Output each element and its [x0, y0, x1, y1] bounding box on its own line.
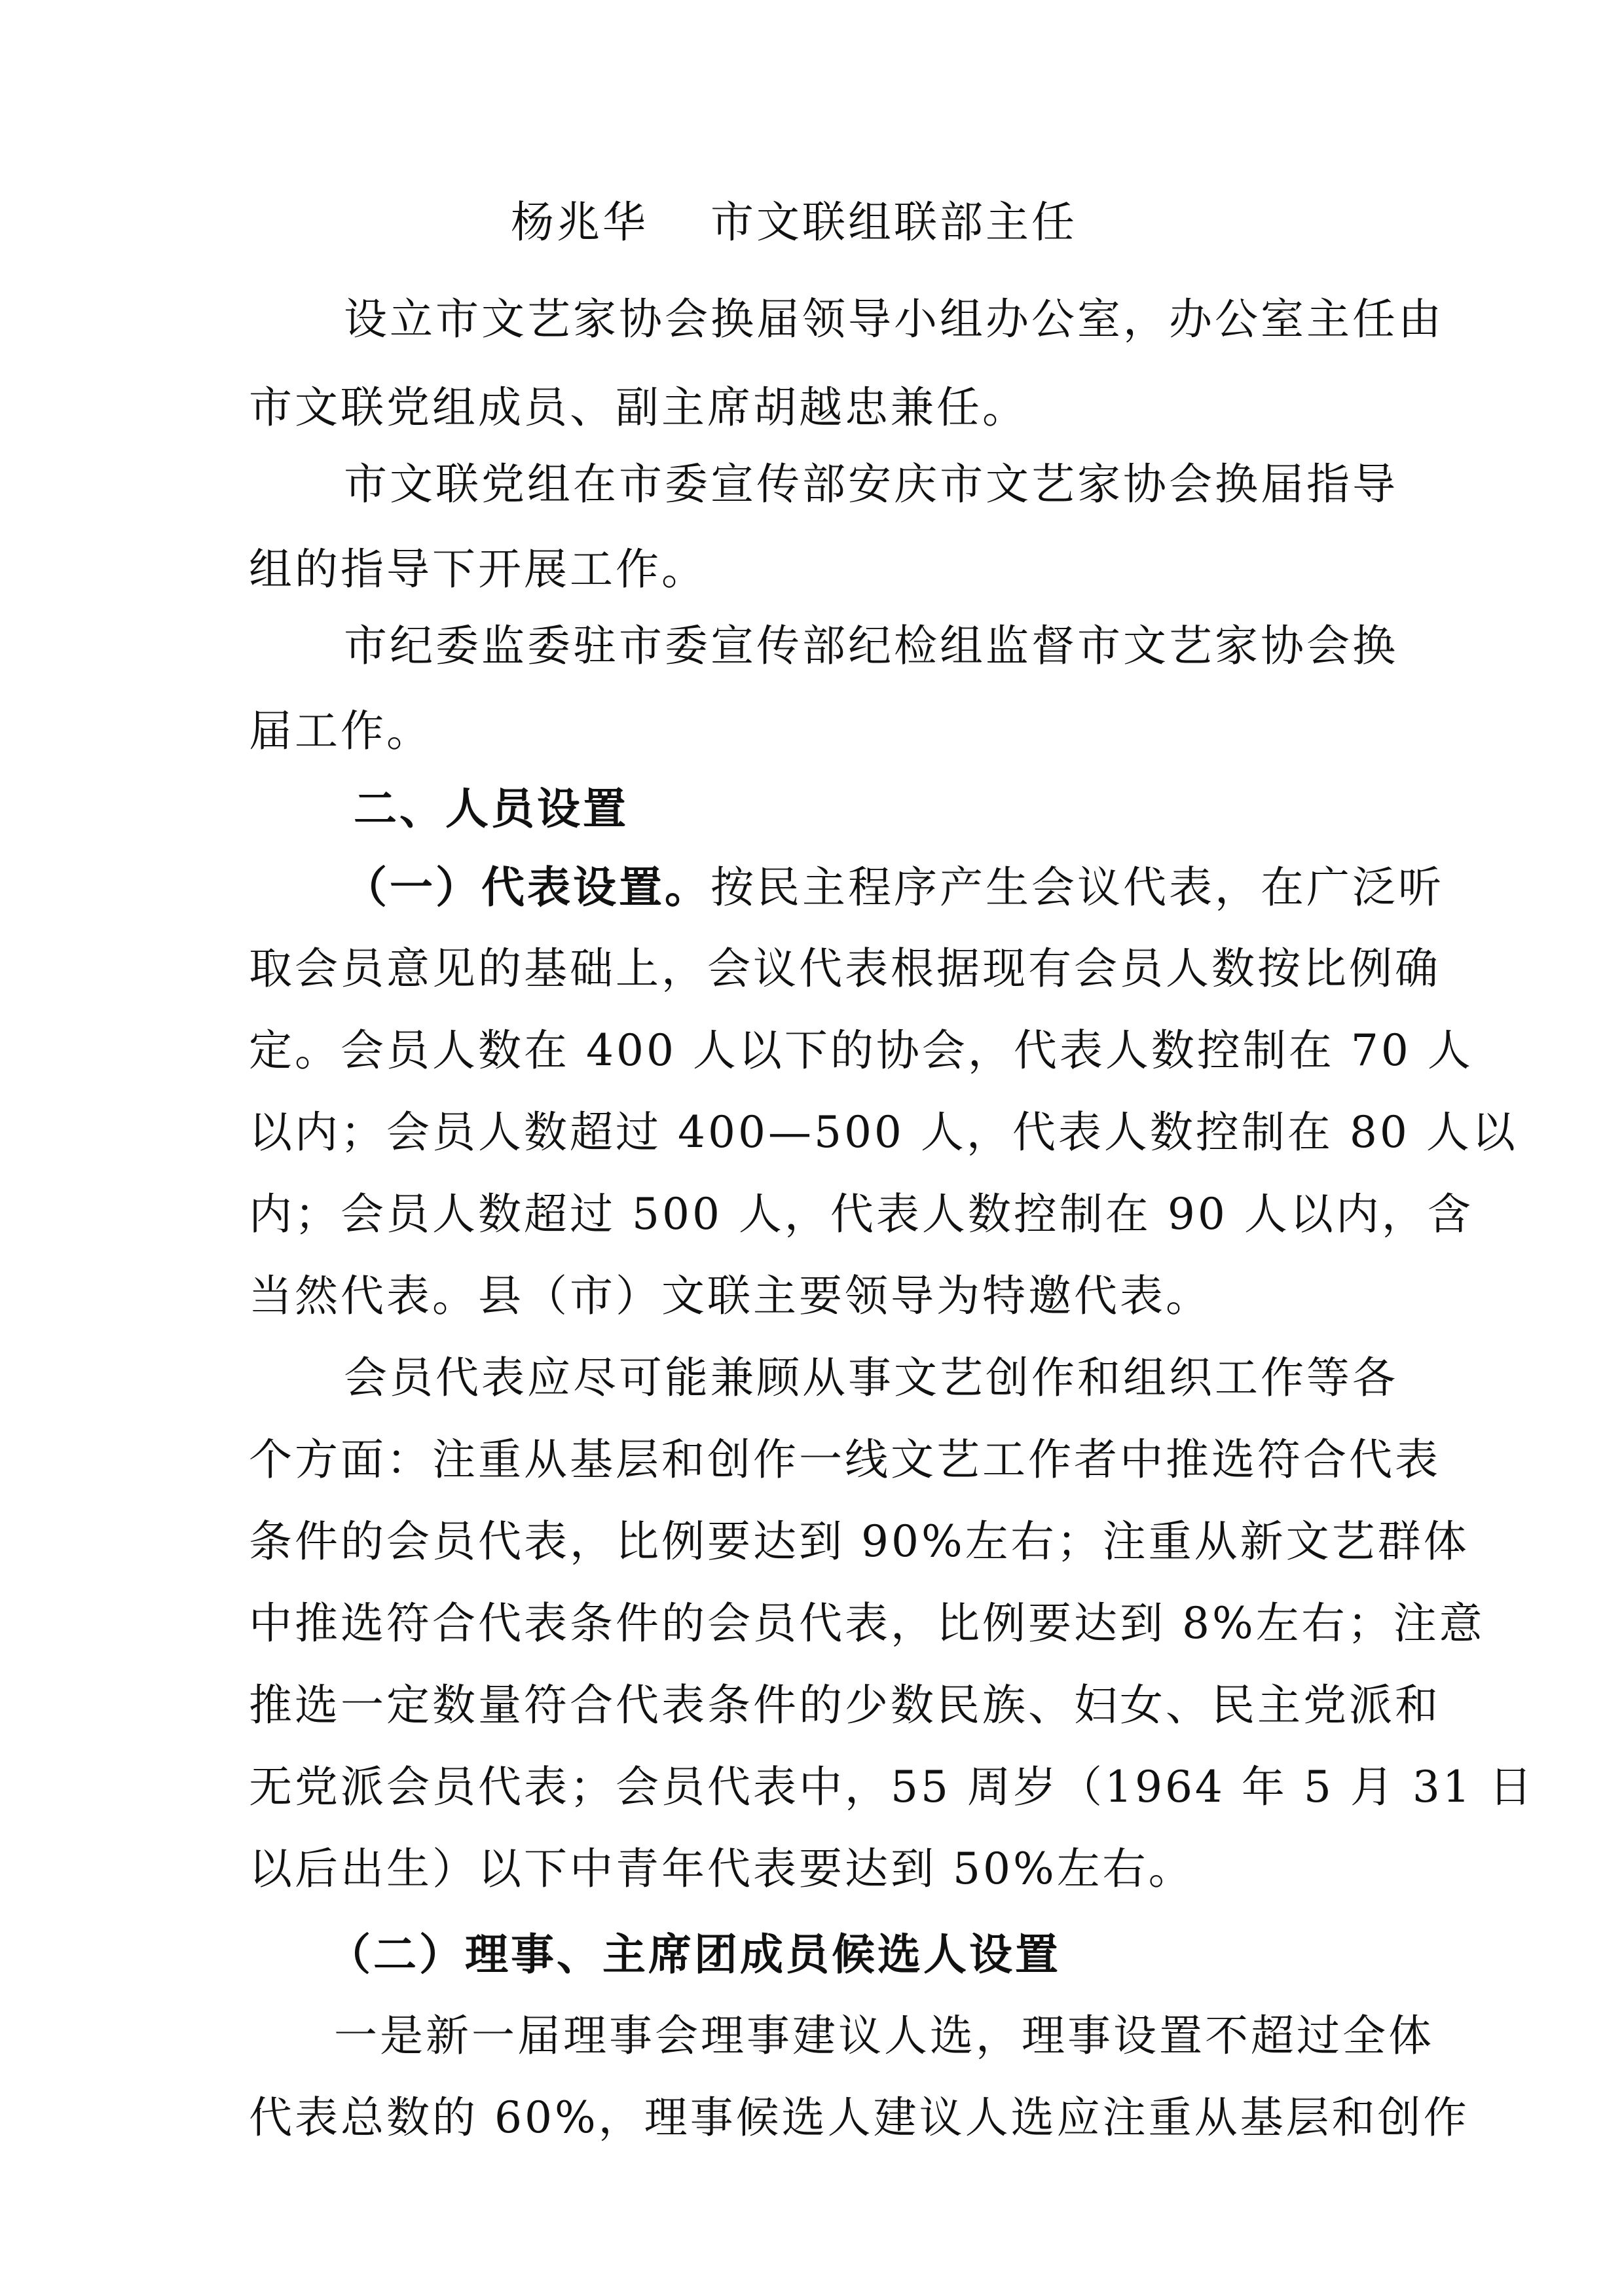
text-line	[249, 943, 1441, 995]
text-segment: 无党派会员代表；会员代表中，55 周岁（1964 年 5 月 31 日	[249, 1762, 1535, 1812]
text-line	[249, 1516, 1469, 1568]
text-line	[249, 705, 432, 757]
text-line	[249, 1188, 1473, 1241]
text-segment: 杨兆华 市文联组联部主任	[511, 197, 1077, 247]
text-segment: 推选一定数量符合代表条件的少数民族、妇女、民主党派和	[249, 1680, 1441, 1730]
text-segment: 市文联党组成员、副主席胡越忠兼任。	[249, 382, 1028, 433]
text-line	[354, 782, 629, 835]
text-line	[249, 1106, 1518, 1159]
text-segment: 组的指导下开展工作。	[249, 544, 707, 594]
text-segment: 定。会员人数在 400 人以下的协会，代表人数控制在 70 人	[249, 1025, 1473, 1076]
text-segment: 当然代表。县（市）文联主要领导为特邀代表。	[249, 1271, 1211, 1321]
text-line	[249, 1025, 1473, 1077]
text-line	[344, 861, 1444, 913]
text-segment: 届工作。	[249, 706, 432, 756]
text-segment: 以后出生）以下中青年代表要达到 50%左右。	[249, 1844, 1194, 1894]
text-line	[249, 1679, 1441, 1732]
text-line	[327, 1928, 1061, 1980]
text-line	[249, 1434, 1441, 1486]
text-segment: 按民主程序产生会议代表，在广泛听	[710, 862, 1444, 913]
bold-text-segment: 二、人员设置	[354, 783, 629, 834]
text-segment: 市纪委监委驻市委宣传部纪检组监督市文艺家协会换	[344, 621, 1398, 671]
text-segment: 条件的会员代表，比例要达到 90%左右；注重从新文艺群体	[249, 1516, 1469, 1567]
text-line	[344, 620, 1398, 672]
text-line	[249, 1270, 1211, 1322]
text-line	[249, 1597, 1485, 1650]
text-line	[249, 2092, 1469, 2144]
text-segment: 取会员意见的基础上，会议代表根据现有会员人数按比例确	[249, 943, 1441, 994]
text-segment: 内；会员人数超过 500 人，代表人数控制在 90 人以内，含	[249, 1189, 1473, 1239]
text-segment: 一是新一届理事会理事建议人选，理事设置不超过全体	[334, 2011, 1434, 2061]
text-segment: 中推选符合代表条件的会员代表，比例要达到 8%左右；注意	[249, 1598, 1485, 1649]
bold-text-segment: （一）代表设置。	[344, 862, 710, 913]
text-line	[344, 1352, 1398, 1404]
text-line	[511, 196, 1077, 249]
text-line	[249, 382, 1028, 434]
text-line	[249, 1843, 1194, 1895]
text-line	[334, 2010, 1434, 2062]
text-segment: 个方面：注重从基层和创作一线文艺工作者中推选符合代表	[249, 1434, 1441, 1485]
text-line	[344, 458, 1398, 511]
text-segment: 以内；会员人数超过 400—500 人，代表人数控制在 80 人以	[249, 1107, 1518, 1157]
text-line	[249, 543, 707, 596]
text-segment: 会员代表应尽可能兼顾从事文艺创作和组织工作等各	[344, 1353, 1398, 1403]
text-segment: 设立市文艺家协会换届领导小组办公室，办公室主任由	[344, 294, 1444, 344]
text-segment: 市文联党组在市委宣传部安庆市文艺家协会换届指导	[344, 459, 1398, 509]
bold-text-segment: （二）理事、主席团成员候选人设置	[327, 1929, 1061, 1980]
text-line	[344, 293, 1444, 346]
text-line	[249, 1761, 1535, 1813]
text-segment: 代表总数的 60%，理事候选人建议人选应注重从基层和创作	[249, 2092, 1469, 2143]
